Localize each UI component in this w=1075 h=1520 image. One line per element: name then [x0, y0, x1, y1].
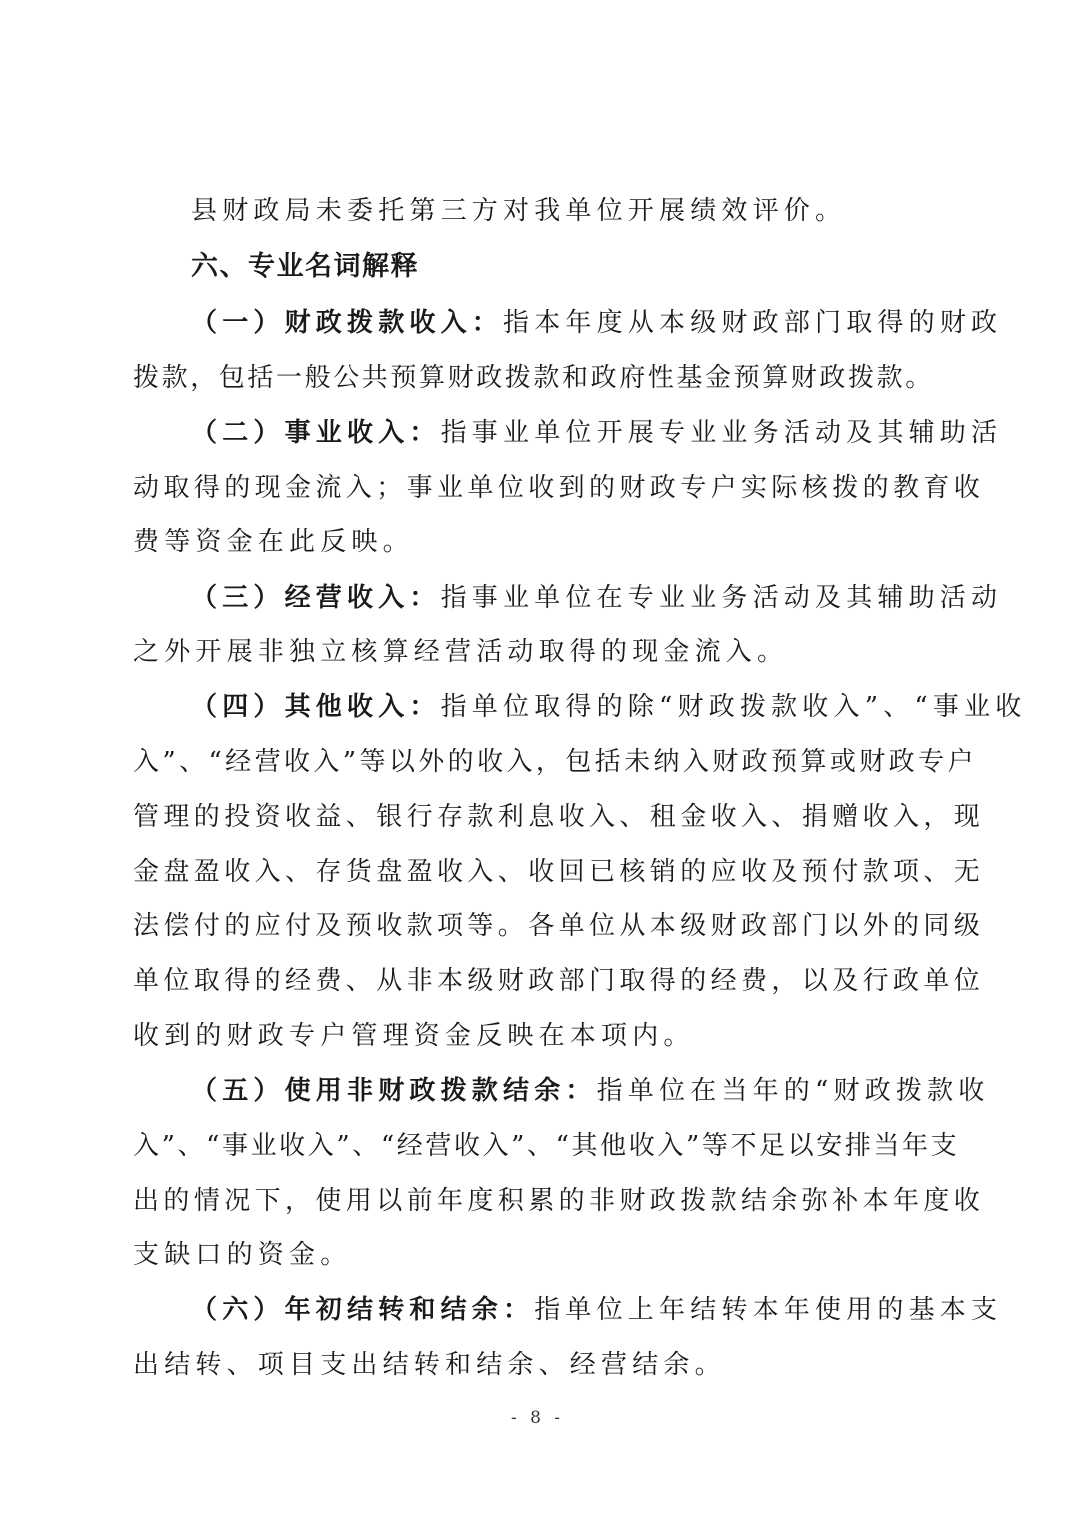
definition-6-term: （六）年初结转和结余：: [191, 1295, 535, 1325]
definition-1-text: 指本年度从本级财政部门取得的财政: [503, 308, 1003, 338]
definition-6-line-2: 出结转、项目支出结转和结余、经营结余。: [133, 1350, 726, 1380]
definition-4-line-1: [191, 687, 1027, 727]
definition-2-line-2: 动取得的现金流入；事业单位收到的财政专户实际核拨的教育收: [133, 473, 985, 503]
definition-4-line-3: 管理的投资收益、银行存款利息收入、租金收入、捐赠收入，现: [133, 802, 985, 832]
definition-5-text: 指单位在当年的“财政拨款收: [596, 1076, 990, 1106]
definition-3-line-1: [191, 578, 1001, 618]
intro-paragraph: 县财政局未委托第三方对我单位开展绩效评价。: [191, 196, 847, 226]
definition-4-line-2: 入”、“经营收入”等以外的收入，包括未纳入财政预算或财政专户: [133, 747, 977, 777]
definition-2-line-3: 费等资金在此反映。: [133, 527, 414, 557]
definition-4-line-4: 金盘盈收入、存货盘盈收入、收回已核销的应收及预付款项、无: [133, 857, 985, 887]
definition-1-term: （一）财政拨款收入：: [191, 308, 504, 338]
definition-5-line-1: [191, 1071, 1001, 1111]
section-heading: 六、专业名词解释: [191, 251, 419, 282]
definition-3-term: （三）经营收入：: [191, 583, 441, 613]
definition-4-line-5: 法偿付的应付及预收款项等。各单位从本级财政部门以外的同级: [133, 911, 985, 941]
definition-2-line-1: [191, 413, 1001, 453]
definition-1-line-2: 拨款，包括一般公共预算财政拨款和政府性基金预算财政拨款。: [133, 363, 934, 393]
definition-3-line-2: 之外开展非独立核算经营活动取得的现金流入。: [133, 637, 789, 667]
definition-5-line-2: 入”、“事业收入”、“经营收入”、“其他收入”等不足以安排当年支: [133, 1131, 960, 1161]
definition-1-line-1: [191, 303, 1001, 343]
definition-3-text: 指事业单位在专业业务活动及其辅助活动: [440, 583, 1003, 613]
page-number: - 8 -: [510, 1408, 565, 1428]
definition-2-text: 指事业单位开展专业业务活动及其辅助活: [440, 418, 1003, 448]
definition-4-term: （四）其他收入：: [191, 692, 441, 722]
definition-5-term: （五）使用非财政拨款结余：: [191, 1076, 597, 1106]
definition-4-line-7: 收到的财政专户管理资金反映在本项内。: [133, 1021, 695, 1051]
definition-6-text: 指单位上年结转本年使用的基本支: [534, 1295, 1003, 1325]
definition-5-line-3: 出的情况下，使用以前年度积累的非财政拨款结余弥补本年度收: [133, 1186, 985, 1216]
definition-4-line-6: 单位取得的经费、从非本级财政部门取得的经费，以及行政单位: [133, 966, 985, 996]
definition-6-line-1: [191, 1290, 1001, 1330]
definition-5-line-4: 支缺口的资金。: [133, 1240, 352, 1270]
definition-4-text: 指单位取得的除“财政拨款收入”、“事业收: [440, 692, 1027, 722]
definition-2-term: （二）事业收入：: [191, 418, 441, 448]
